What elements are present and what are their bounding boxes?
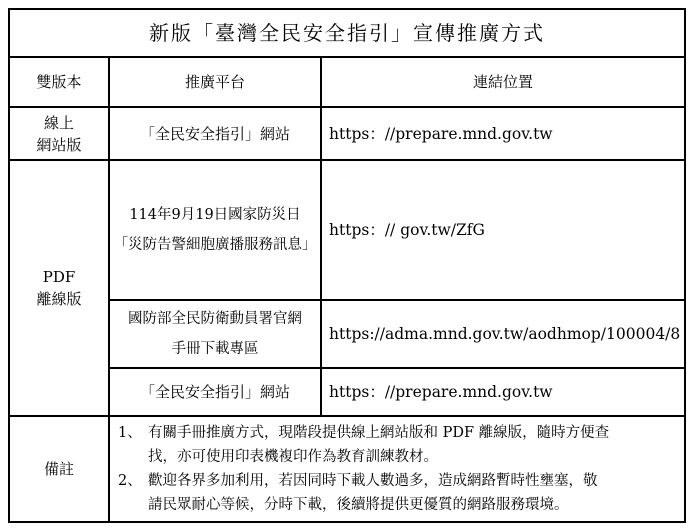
notes-label: 備註 (9, 416, 109, 522)
version-online-line2: 網站版 (36, 135, 82, 154)
platform-online: 「全民安全指引」網站 (109, 107, 321, 160)
version-pdf-line1: PDF (42, 268, 76, 286)
note-2-line1: 歡迎各界多加利用，若因同時下載人數過多，造成網路暫時性壅塞，敬 (148, 473, 598, 489)
table-row-pdf-2 (9, 300, 685, 368)
header-platform: 推廣平台 (109, 57, 321, 107)
platform-pdf-2 (109, 300, 321, 368)
table-row-pdf-3 (9, 368, 685, 416)
version-online-line1: 線上 (43, 113, 74, 132)
platform-pdf-1-line2: 「災防告警細胞廣播服務訊息」 (113, 237, 317, 253)
note-item-2 (118, 469, 678, 493)
note-1-line1: 有關手冊推廣方式，現階段提供線上網站版和 PDF 離線版，隨時方便查 (148, 425, 610, 441)
note-number-2: 2、 (118, 473, 142, 489)
note-item-1 (118, 421, 678, 445)
table-row-notes (9, 416, 685, 522)
note-text-2 (148, 469, 678, 493)
version-pdf-line2: 離線版 (36, 290, 82, 308)
platform-pdf-1-line1: 114年9月19日國家防災日 (129, 207, 301, 223)
version-pdf (9, 160, 109, 416)
promotion-table (8, 8, 686, 523)
link-online[interactable]: https：//prepare.mnd.gov.tw (321, 107, 685, 160)
platform-pdf-2-line2: 手冊下載專區 (171, 341, 259, 357)
platform-pdf-2-line1: 國防部全民防衛動員署官網 (128, 311, 302, 327)
notes-content (109, 416, 685, 522)
note-item-1-cont (118, 445, 678, 469)
link-pdf-2[interactable]: https://adma.mnd.gov.tw/aodhmop/100004/8 (321, 300, 685, 368)
note-number-1: 1、 (118, 425, 142, 441)
header-link: 連結位置 (321, 57, 685, 107)
note-item-2-cont (118, 493, 678, 517)
platform-pdf-3: 「全民安全指引」網站 (109, 368, 321, 416)
note-1-line2: 找，亦可使用印表機複印作為教育訓練教材。 (148, 449, 438, 465)
link-pdf-1[interactable]: https：// gov.tw/ZfG (321, 160, 685, 300)
platform-pdf-1 (109, 160, 321, 300)
note-2-line2: 請民眾耐心等候，分時下載，後續將提供更優質的網路服務環境。 (148, 497, 569, 513)
header-version: 雙版本 (9, 57, 109, 107)
table-row-online (9, 107, 685, 160)
table-row-pdf-1 (9, 160, 685, 300)
table-title: 新版「臺灣全民安全指引」宣傳推廣方式 (9, 9, 685, 57)
note-text-1 (148, 421, 678, 445)
link-pdf-3[interactable]: https：//prepare.mnd.gov.tw (321, 368, 685, 416)
version-online (9, 107, 109, 160)
